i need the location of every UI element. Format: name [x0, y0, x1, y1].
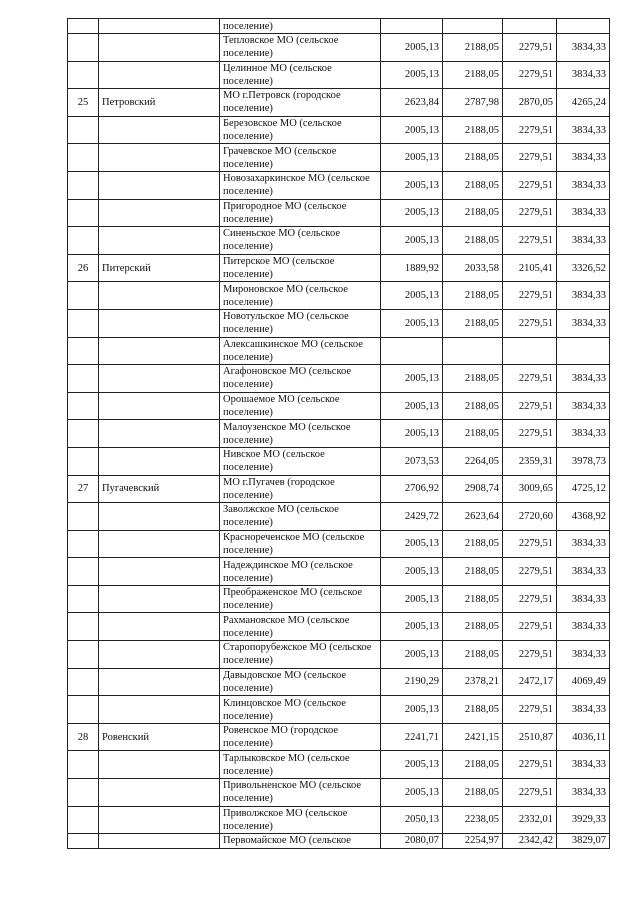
value-col-4: 3834,33	[557, 696, 610, 724]
table-row	[68, 116, 610, 144]
value-col-2: 2188,05	[443, 365, 503, 393]
district-name	[99, 779, 220, 807]
value-col-4: 3834,33	[557, 282, 610, 310]
value-col-1: 2005,13	[381, 751, 443, 779]
table-row	[68, 806, 610, 834]
district-name	[99, 19, 220, 34]
value-col-4: 3834,33	[557, 34, 610, 62]
row-number	[68, 447, 99, 475]
tariff-table	[67, 18, 610, 849]
row-number	[68, 834, 99, 849]
value-col-4: 3834,33	[557, 116, 610, 144]
district-name	[99, 668, 220, 696]
row-number	[68, 420, 99, 448]
value-col-1: 2050,13	[381, 806, 443, 834]
value-col-4: 3326,52	[557, 254, 610, 282]
table-row	[68, 254, 610, 282]
row-number	[68, 34, 99, 62]
value-col-2: 2188,05	[443, 171, 503, 199]
district-name: Пугачевский	[99, 475, 220, 503]
district-name	[99, 530, 220, 558]
municipality-name: Мироновское МО (сельское поселение)	[220, 282, 381, 310]
table-row	[68, 641, 610, 669]
table-body	[68, 19, 610, 849]
value-col-3: 2342,42	[503, 834, 557, 849]
value-col-4: 3978,73	[557, 447, 610, 475]
value-col-3: 2279,51	[503, 585, 557, 613]
value-col-2: 2787,98	[443, 89, 503, 117]
value-col-4: 3834,33	[557, 751, 610, 779]
table-row	[68, 337, 610, 365]
district-name	[99, 420, 220, 448]
table-row	[68, 834, 610, 849]
value-col-4: 3834,33	[557, 199, 610, 227]
value-col-1: 2429,72	[381, 503, 443, 531]
value-col-2: 2188,05	[443, 558, 503, 586]
value-col-3: 2279,51	[503, 309, 557, 337]
table-row	[68, 668, 610, 696]
value-col-3: 2510,87	[503, 723, 557, 751]
municipality-name: Алексашкинское МО (сельское поселение)	[220, 337, 381, 365]
row-number	[68, 227, 99, 255]
value-col-1: 2005,13	[381, 420, 443, 448]
table-row	[68, 89, 610, 117]
municipality-name: Рахмановское МО (сельское поселение)	[220, 613, 381, 641]
value-col-4: 3834,33	[557, 144, 610, 172]
municipality-name: Старопорубежское МО (сельское поселение)	[220, 641, 381, 669]
value-col-1: 2241,71	[381, 723, 443, 751]
district-name	[99, 503, 220, 531]
value-col-2	[443, 19, 503, 34]
table-row	[68, 61, 610, 89]
value-col-4: 3929,33	[557, 806, 610, 834]
value-col-4: 4368,92	[557, 503, 610, 531]
value-col-3: 2279,51	[503, 779, 557, 807]
district-name	[99, 61, 220, 89]
value-col-3: 2279,51	[503, 751, 557, 779]
row-number	[68, 585, 99, 613]
value-col-2: 2188,05	[443, 751, 503, 779]
value-col-2: 2188,05	[443, 779, 503, 807]
row-number	[68, 19, 99, 34]
value-col-1	[381, 19, 443, 34]
district-name	[99, 696, 220, 724]
value-col-3: 2279,51	[503, 227, 557, 255]
district-name	[99, 144, 220, 172]
value-col-2: 2188,05	[443, 613, 503, 641]
municipality-name: Новотульское МО (сельское поселение)	[220, 309, 381, 337]
district-name	[99, 227, 220, 255]
row-number	[68, 751, 99, 779]
row-number	[68, 61, 99, 89]
value-col-1: 2005,13	[381, 779, 443, 807]
value-col-3: 2332,01	[503, 806, 557, 834]
value-col-1: 2005,13	[381, 282, 443, 310]
district-name	[99, 171, 220, 199]
municipality-name: Грачевское МО (сельское поселение)	[220, 144, 381, 172]
value-col-1: 2005,13	[381, 365, 443, 393]
municipality-name: Заволжское МО (сельское поселение)	[220, 503, 381, 531]
value-col-2: 2188,05	[443, 641, 503, 669]
value-col-3	[503, 19, 557, 34]
municipality-name: Давыдовское МО (сельское поселение)	[220, 668, 381, 696]
district-name: Ровенский	[99, 723, 220, 751]
value-col-3: 2720,60	[503, 503, 557, 531]
value-col-1: 2005,13	[381, 530, 443, 558]
value-col-4: 3834,33	[557, 779, 610, 807]
value-col-1: 2005,13	[381, 585, 443, 613]
value-col-3: 2279,51	[503, 34, 557, 62]
municipality-name: Краснореченское МО (сельское поселение)	[220, 530, 381, 558]
value-col-1: 2706,92	[381, 475, 443, 503]
district-name	[99, 199, 220, 227]
value-col-1: 2073,53	[381, 447, 443, 475]
district-name	[99, 641, 220, 669]
row-number	[68, 392, 99, 420]
value-col-1: 2005,13	[381, 61, 443, 89]
value-col-1: 2005,13	[381, 199, 443, 227]
value-col-2: 2188,05	[443, 144, 503, 172]
municipality-name: Клинцовское МО (сельское поселение)	[220, 696, 381, 724]
row-number: 26	[68, 254, 99, 282]
value-col-3: 2279,51	[503, 116, 557, 144]
district-name	[99, 447, 220, 475]
value-col-4: 3834,33	[557, 171, 610, 199]
district-name	[99, 834, 220, 849]
value-col-2: 2378,21	[443, 668, 503, 696]
value-col-3: 2279,51	[503, 420, 557, 448]
value-col-1: 2005,13	[381, 641, 443, 669]
value-col-2: 2623,64	[443, 503, 503, 531]
district-name	[99, 365, 220, 393]
value-col-3: 2279,51	[503, 530, 557, 558]
municipality-name: Орошаемое МО (сельское поселение)	[220, 392, 381, 420]
value-col-4: 3834,33	[557, 585, 610, 613]
municipality-name: МО г.Петровск (городское поселение)	[220, 89, 381, 117]
value-col-2: 2254,97	[443, 834, 503, 849]
value-col-1: 2080,07	[381, 834, 443, 849]
value-col-3: 2279,51	[503, 392, 557, 420]
value-col-3: 2472,17	[503, 668, 557, 696]
value-col-1: 2005,13	[381, 696, 443, 724]
value-col-3: 2105,41	[503, 254, 557, 282]
row-number	[68, 171, 99, 199]
value-col-1: 2005,13	[381, 392, 443, 420]
row-number: 27	[68, 475, 99, 503]
value-col-2: 2264,05	[443, 447, 503, 475]
value-col-1: 2005,13	[381, 34, 443, 62]
table-row	[68, 309, 610, 337]
municipality-name: Нивское МО (сельское поселение)	[220, 447, 381, 475]
table-row	[68, 779, 610, 807]
value-col-1: 2005,13	[381, 309, 443, 337]
row-number: 25	[68, 89, 99, 117]
municipality-name: Малоузенское МО (сельское поселение)	[220, 420, 381, 448]
district-name	[99, 34, 220, 62]
municipality-name: Первомайское МО (сельское	[220, 834, 381, 849]
value-col-4: 3834,33	[557, 530, 610, 558]
municipality-name: поселение)	[220, 19, 381, 34]
value-col-3: 2279,51	[503, 613, 557, 641]
value-col-3: 2279,51	[503, 696, 557, 724]
row-number	[68, 696, 99, 724]
value-col-3: 2279,51	[503, 144, 557, 172]
row-number	[68, 558, 99, 586]
district-name	[99, 613, 220, 641]
row-number	[68, 503, 99, 531]
municipality-name: Синеньское МО (сельское поселение)	[220, 227, 381, 255]
municipality-name: Агафоновское МО (сельское поселение)	[220, 365, 381, 393]
table-row	[68, 365, 610, 393]
value-col-4: 3834,33	[557, 613, 610, 641]
value-col-2: 2188,05	[443, 34, 503, 62]
value-col-1: 1889,92	[381, 254, 443, 282]
district-name	[99, 806, 220, 834]
municipality-name: Новозахаркинское МО (сельское поселение)	[220, 171, 381, 199]
value-col-3: 2279,51	[503, 641, 557, 669]
row-number	[68, 144, 99, 172]
table-row	[68, 144, 610, 172]
municipality-name: Питерское МО (сельское поселение)	[220, 254, 381, 282]
value-col-4: 3834,33	[557, 61, 610, 89]
municipality-name: Тарлыковское МО (сельское поселение)	[220, 751, 381, 779]
value-col-2: 2033,58	[443, 254, 503, 282]
value-col-2: 2238,05	[443, 806, 503, 834]
value-col-2: 2188,05	[443, 61, 503, 89]
table-row	[68, 558, 610, 586]
district-name: Петровский	[99, 89, 220, 117]
table-row	[68, 227, 610, 255]
value-col-1: 2005,13	[381, 613, 443, 641]
value-col-4: 3829,07	[557, 834, 610, 849]
value-col-4	[557, 19, 610, 34]
row-number	[68, 641, 99, 669]
table-row	[68, 751, 610, 779]
value-col-1: 2005,13	[381, 144, 443, 172]
value-col-4: 3834,33	[557, 309, 610, 337]
municipality-name: Надеждинское МО (сельское поселение)	[220, 558, 381, 586]
municipality-name: Преображенское МО (сельское поселение)	[220, 585, 381, 613]
row-number	[68, 309, 99, 337]
table-row	[68, 503, 610, 531]
district-name	[99, 282, 220, 310]
value-col-3: 2279,51	[503, 61, 557, 89]
table-row	[68, 723, 610, 751]
value-col-4: 4036,11	[557, 723, 610, 751]
value-col-2: 2421,15	[443, 723, 503, 751]
value-col-2	[443, 337, 503, 365]
value-col-2: 2188,05	[443, 585, 503, 613]
value-col-2: 2188,05	[443, 696, 503, 724]
value-col-2: 2188,05	[443, 530, 503, 558]
value-col-4: 3834,33	[557, 420, 610, 448]
district-name	[99, 337, 220, 365]
row-number	[68, 806, 99, 834]
row-number	[68, 613, 99, 641]
value-col-3: 2279,51	[503, 365, 557, 393]
row-number	[68, 530, 99, 558]
value-col-4: 3834,33	[557, 641, 610, 669]
table-row	[68, 696, 610, 724]
value-col-2: 2908,74	[443, 475, 503, 503]
value-col-3: 2279,51	[503, 282, 557, 310]
table-row	[68, 171, 610, 199]
table-row	[68, 420, 610, 448]
row-number	[68, 199, 99, 227]
value-col-2: 2188,05	[443, 199, 503, 227]
value-col-2: 2188,05	[443, 227, 503, 255]
value-col-3: 2279,51	[503, 171, 557, 199]
value-col-4: 4069,49	[557, 668, 610, 696]
row-number	[68, 365, 99, 393]
value-col-2: 2188,05	[443, 309, 503, 337]
table-row	[68, 19, 610, 34]
row-number: 28	[68, 723, 99, 751]
row-number	[68, 337, 99, 365]
district-name	[99, 116, 220, 144]
value-col-3: 2279,51	[503, 199, 557, 227]
municipality-name: Пригородное МО (сельское поселение)	[220, 199, 381, 227]
value-col-4: 3834,33	[557, 558, 610, 586]
municipality-name: Ровенское МО (городское поселение)	[220, 723, 381, 751]
table-row	[68, 447, 610, 475]
value-col-4: 4725,12	[557, 475, 610, 503]
district-name: Питерский	[99, 254, 220, 282]
value-col-2: 2188,05	[443, 392, 503, 420]
value-col-1: 2623,84	[381, 89, 443, 117]
table-row	[68, 475, 610, 503]
row-number	[68, 282, 99, 310]
value-col-4: 3834,33	[557, 227, 610, 255]
municipality-name: Тепловское МО (сельское поселение)	[220, 34, 381, 62]
table-row	[68, 392, 610, 420]
table-row	[68, 530, 610, 558]
row-number	[68, 779, 99, 807]
value-col-3	[503, 337, 557, 365]
value-col-4: 3834,33	[557, 392, 610, 420]
value-col-3: 3009,65	[503, 475, 557, 503]
value-col-2: 2188,05	[443, 116, 503, 144]
municipality-name: Березовское МО (сельское поселение)	[220, 116, 381, 144]
district-name	[99, 392, 220, 420]
table-row	[68, 585, 610, 613]
value-col-1: 2005,13	[381, 227, 443, 255]
value-col-3: 2870,05	[503, 89, 557, 117]
value-col-3: 2359,31	[503, 447, 557, 475]
value-col-1: 2005,13	[381, 558, 443, 586]
value-col-1: 2005,13	[381, 116, 443, 144]
value-col-2: 2188,05	[443, 420, 503, 448]
row-number	[68, 116, 99, 144]
value-col-1	[381, 337, 443, 365]
district-name	[99, 558, 220, 586]
value-col-1: 2190,29	[381, 668, 443, 696]
value-col-4: 4265,24	[557, 89, 610, 117]
district-name	[99, 309, 220, 337]
value-col-4	[557, 337, 610, 365]
table-row	[68, 282, 610, 310]
municipality-name: Целинное МО (сельское поселение)	[220, 61, 381, 89]
value-col-3: 2279,51	[503, 558, 557, 586]
value-col-2: 2188,05	[443, 282, 503, 310]
municipality-name: Привольненское МО (сельское поселение)	[220, 779, 381, 807]
district-name	[99, 585, 220, 613]
municipality-name: Приволжское МО (сельское поселение)	[220, 806, 381, 834]
table-row	[68, 199, 610, 227]
row-number	[68, 668, 99, 696]
table-row	[68, 34, 610, 62]
value-col-1: 2005,13	[381, 171, 443, 199]
municipality-name: МО г.Пугачев (городское поселение)	[220, 475, 381, 503]
table-row	[68, 613, 610, 641]
value-col-4: 3834,33	[557, 365, 610, 393]
district-name	[99, 751, 220, 779]
